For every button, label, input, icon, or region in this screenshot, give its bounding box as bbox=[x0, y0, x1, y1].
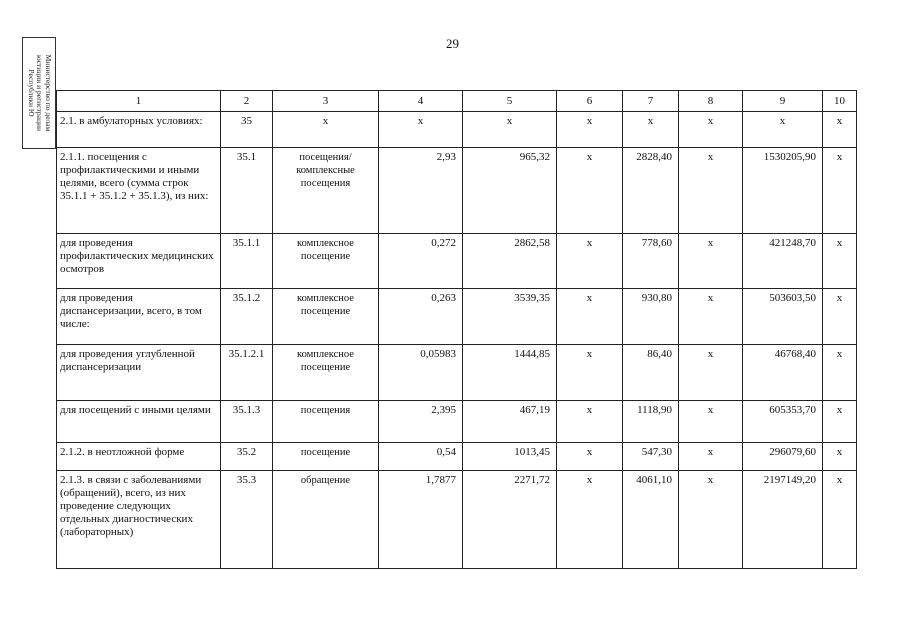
unit-cell: посещение bbox=[273, 443, 379, 471]
table-cell: х bbox=[557, 401, 623, 443]
table-cell: х bbox=[679, 401, 743, 443]
row-label: для проведения диспансеризации, всего, в том числе: bbox=[57, 289, 221, 345]
stamp-line: Республики Ю bbox=[26, 69, 36, 117]
column-header: 2 bbox=[221, 91, 273, 112]
unit-cell: посещения bbox=[273, 401, 379, 443]
table-cell: 605353,70 bbox=[743, 401, 823, 443]
table-cell: х bbox=[679, 148, 743, 234]
table-cell: х bbox=[823, 401, 857, 443]
table-cell: х bbox=[679, 471, 743, 569]
table-cell: х bbox=[557, 471, 623, 569]
row-code: 35.2 bbox=[221, 443, 273, 471]
table-cell: 4061,10 bbox=[623, 471, 679, 569]
table-cell: х bbox=[623, 112, 679, 148]
table-row bbox=[57, 148, 857, 234]
stamp-line: юстиции и регистрации bbox=[35, 54, 45, 131]
row-code: 35 bbox=[221, 112, 273, 148]
table-cell: х bbox=[823, 443, 857, 471]
table-cell: х bbox=[679, 234, 743, 289]
column-header: 8 bbox=[679, 91, 743, 112]
table-cell: х bbox=[557, 148, 623, 234]
table-cell: х bbox=[379, 112, 463, 148]
row-label: для проведения углубленной диспансеризации bbox=[57, 345, 221, 401]
unit-cell: комплексное посещение bbox=[273, 289, 379, 345]
header-row bbox=[57, 91, 857, 112]
table-cell: х bbox=[679, 289, 743, 345]
table-cell: 1530205,90 bbox=[743, 148, 823, 234]
table-cell: х bbox=[823, 112, 857, 148]
table-cell: х bbox=[823, 345, 857, 401]
table-row bbox=[57, 401, 857, 443]
table-cell: х bbox=[463, 112, 557, 148]
row-label: 2.1. в амбулаторных условиях: bbox=[57, 112, 221, 148]
column-header: 4 bbox=[379, 91, 463, 112]
row-code: 35.1.2 bbox=[221, 289, 273, 345]
table-cell: 0,272 bbox=[379, 234, 463, 289]
table-row bbox=[57, 289, 857, 345]
table-cell: х bbox=[557, 289, 623, 345]
table-cell: 2271,72 bbox=[463, 471, 557, 569]
page-number: 29 bbox=[446, 36, 459, 51]
table-cell: 930,80 bbox=[623, 289, 679, 345]
row-code: 35.3 bbox=[221, 471, 273, 569]
row-code: 35.1.1 bbox=[221, 234, 273, 289]
column-header: 10 bbox=[823, 91, 857, 112]
table-cell: х bbox=[557, 112, 623, 148]
column-header: 7 bbox=[623, 91, 679, 112]
table-cell: х bbox=[823, 148, 857, 234]
table-cell: 1118,90 bbox=[623, 401, 679, 443]
table-cell: х bbox=[679, 112, 743, 148]
table-cell: х bbox=[679, 443, 743, 471]
table-cell: 2,93 bbox=[379, 148, 463, 234]
table-row bbox=[57, 112, 857, 148]
table-cell: 503603,50 bbox=[743, 289, 823, 345]
table-cell: 421248,70 bbox=[743, 234, 823, 289]
row-label: для посещений с иными целями bbox=[57, 401, 221, 443]
row-label: 2.1.3. в связи с заболеваниями (обращений), всего, из них проведение следующих отдельных диагностических (лабораторных) bbox=[57, 471, 221, 569]
table-cell: х bbox=[679, 345, 743, 401]
table-row bbox=[57, 443, 857, 471]
registration-stamp bbox=[22, 37, 56, 149]
table-cell: х bbox=[823, 471, 857, 569]
unit-cell: комплексное посещение bbox=[273, 234, 379, 289]
column-header: 5 bbox=[463, 91, 557, 112]
row-code: 35.1.2.1 bbox=[221, 345, 273, 401]
table-cell: х bbox=[557, 443, 623, 471]
unit-cell: комплексное посещение bbox=[273, 345, 379, 401]
table-row bbox=[57, 471, 857, 569]
table-cell: х bbox=[743, 112, 823, 148]
column-header: 1 bbox=[57, 91, 221, 112]
data-table bbox=[56, 90, 857, 569]
table-cell: 86,40 bbox=[623, 345, 679, 401]
table-cell: 296079,60 bbox=[743, 443, 823, 471]
table-cell: 965,32 bbox=[463, 148, 557, 234]
table-cell: 2,395 bbox=[379, 401, 463, 443]
table-cell: 467,19 bbox=[463, 401, 557, 443]
table-cell: 778,60 bbox=[623, 234, 679, 289]
table-cell: 0,05983 bbox=[379, 345, 463, 401]
row-code: 35.1 bbox=[221, 148, 273, 234]
table-cell: х bbox=[557, 345, 623, 401]
table-row bbox=[57, 234, 857, 289]
column-header: 6 bbox=[557, 91, 623, 112]
table-cell: х bbox=[823, 234, 857, 289]
table-cell: 0,54 bbox=[379, 443, 463, 471]
table-cell: х bbox=[823, 289, 857, 345]
table-cell: х bbox=[557, 234, 623, 289]
table-cell: 1444,85 bbox=[463, 345, 557, 401]
row-label: для проведения профилактических медицинских осмотров bbox=[57, 234, 221, 289]
row-code: 35.1.3 bbox=[221, 401, 273, 443]
table-cell: 2197149,20 bbox=[743, 471, 823, 569]
table-cell: 46768,40 bbox=[743, 345, 823, 401]
column-header: 9 bbox=[743, 91, 823, 112]
unit-cell: обращение bbox=[273, 471, 379, 569]
unit-cell: х bbox=[273, 112, 379, 148]
row-label: 2.1.2. в неотложной форме bbox=[57, 443, 221, 471]
table-cell: 547,30 bbox=[623, 443, 679, 471]
table-row bbox=[57, 345, 857, 401]
table-cell: 2828,40 bbox=[623, 148, 679, 234]
table-cell: 0,263 bbox=[379, 289, 463, 345]
column-header: 3 bbox=[273, 91, 379, 112]
stamp-line: Министерство по делам bbox=[43, 54, 53, 132]
table-cell: 1013,45 bbox=[463, 443, 557, 471]
table-cell: 2862,58 bbox=[463, 234, 557, 289]
unit-cell: посещения/ комплексные посещения bbox=[273, 148, 379, 234]
table-cell: 1,7877 bbox=[379, 471, 463, 569]
table-cell: 3539,35 bbox=[463, 289, 557, 345]
row-label: 2.1.1. посещения с профилактическими и иными целями, всего (сумма строк 35.1.1 + 35.1.2 + 35.1.3), из них: bbox=[57, 148, 221, 234]
